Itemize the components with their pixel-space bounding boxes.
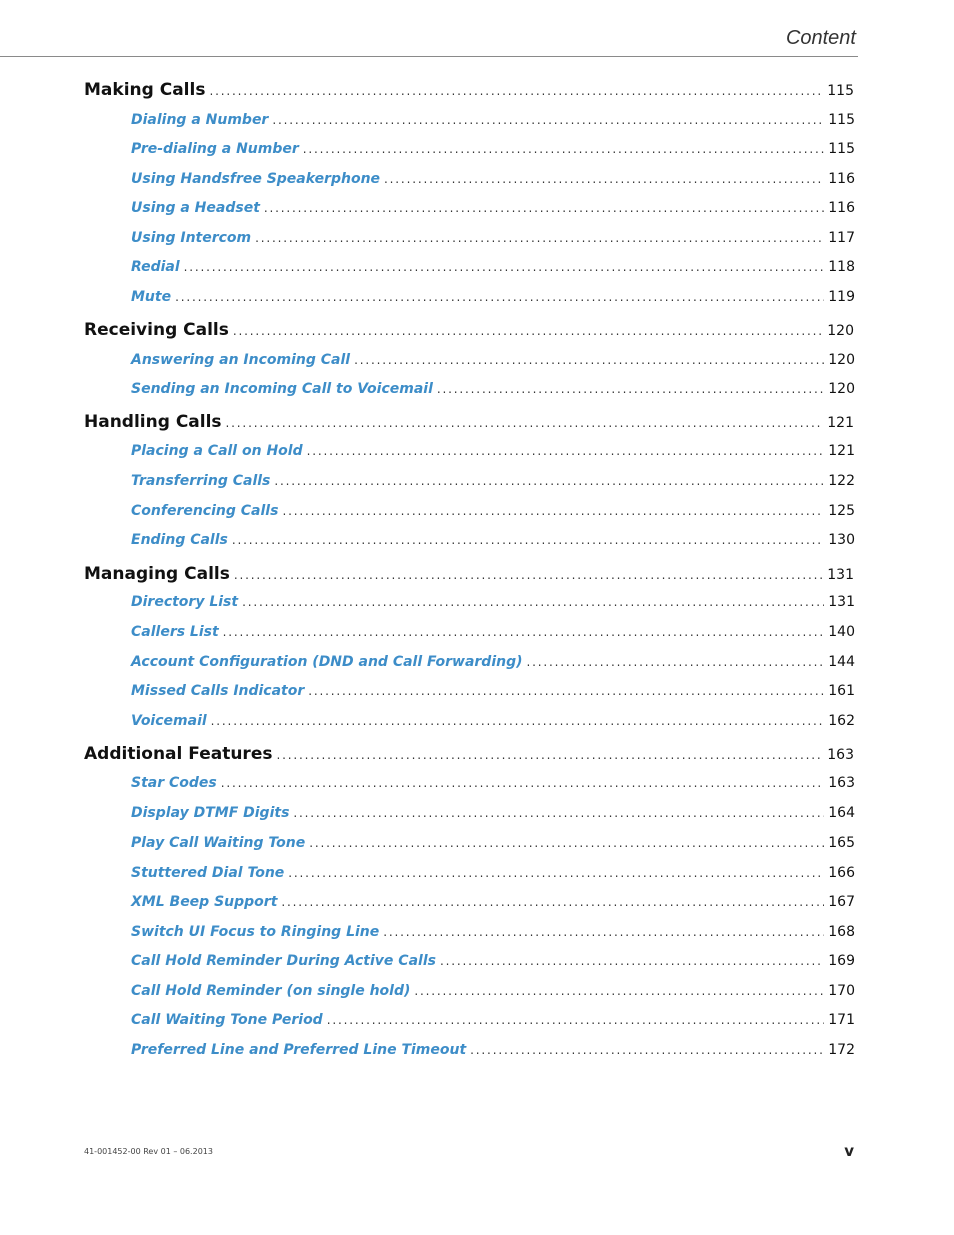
toc-entry-title: Handling Calls [84,412,222,432]
toc-entry-page: 131 [828,594,855,610]
toc-dot-leader [384,172,824,186]
toc-dot-leader [354,353,824,367]
toc-entry-title: Transferring Calls [131,473,271,489]
toc-entry-title: Using Intercom [131,230,252,246]
toc-entry-title: Using a Headset [131,200,260,216]
toc-subsection-entry[interactable] [131,171,855,187]
toc-entry-title: Mute [131,289,172,305]
toc-subsection-entry[interactable] [131,594,855,610]
toc-dot-leader [226,416,824,430]
toc-subsection-entry[interactable] [131,835,855,851]
toc-entry-title: Redial [131,259,180,275]
toc-entry-page: 166 [828,865,855,881]
toc-section-entry[interactable] [84,744,854,764]
toc-subsection-entry[interactable] [131,953,855,969]
toc-subsection-entry[interactable] [131,865,855,881]
toc-subsection-entry[interactable] [131,141,855,157]
toc-entry-page: 125 [828,503,855,519]
toc-entry-title: Voicemail [131,713,207,729]
toc-dot-leader [232,533,824,547]
toc-dot-leader [264,201,824,215]
toc-entry-page: 168 [828,924,855,940]
toc-dot-leader [211,714,825,728]
toc-entry-title: Additional Features [84,744,273,764]
toc-entry-title: Directory List [131,594,239,610]
toc-subsection-entry[interactable] [131,289,855,305]
toc-subsection-entry[interactable] [131,805,855,821]
toc-dot-leader [470,1043,824,1057]
toc-subsection-entry[interactable] [131,924,855,940]
toc-dot-leader [281,895,824,909]
toc-dot-leader [209,84,823,98]
toc-entry-title: Call Hold Reminder During Active Calls [131,953,436,969]
toc-entry-title: Call Waiting Tone Period [131,1012,323,1028]
toc-subsection-entry[interactable] [131,624,855,640]
toc-entry-title: Sending an Incoming Call to Voicemail [131,381,433,397]
toc-entry-page: 115 [827,83,854,99]
toc-dot-leader [288,866,824,880]
toc-dot-leader [293,806,824,820]
toc-entry-title: Play Call Waiting Tone [131,835,306,851]
toc-entry-title: Managing Calls [84,564,230,584]
toc-section-entry[interactable] [84,80,854,100]
toc-entry-title: Preferred Line and Preferred Line Timeout [131,1042,467,1058]
toc-subsection-entry[interactable] [131,381,855,397]
toc-entry-page: 172 [828,1042,855,1058]
toc-subsection-entry[interactable] [131,443,855,459]
toc-subsection-entry[interactable] [131,230,855,246]
toc-dot-leader [309,836,824,850]
toc-section-entry[interactable] [84,412,854,432]
toc-entry-page: 122 [828,473,855,489]
toc-subsection-entry[interactable] [131,775,855,791]
toc-dot-leader [233,324,823,338]
toc-dot-leader [255,231,824,245]
toc-dot-leader [383,925,824,939]
toc-subsection-entry[interactable] [131,503,855,519]
toc-entry-page: 171 [828,1012,855,1028]
toc-entry-title: Using Handsfree Speakerphone [131,171,381,187]
toc-subsection-entry[interactable] [131,983,855,999]
toc-dot-leader [274,474,824,488]
toc-entry-page: 163 [827,747,854,763]
toc-subsection-entry[interactable] [131,683,855,699]
toc-dot-leader [282,504,824,518]
header-rule [0,56,858,57]
toc-entry-page: 162 [828,713,855,729]
toc-entry-title: Answering an Incoming Call [131,352,351,368]
toc-entry-page: 120 [827,323,854,339]
toc-entry-title: Pre-dialing a Number [131,141,299,157]
toc-subsection-entry[interactable] [131,894,855,910]
toc-entry-page: 170 [828,983,855,999]
toc-entry-page: 121 [827,415,854,431]
toc-entry-page: 116 [828,200,855,216]
toc-dot-leader [234,568,823,582]
toc-entry-page: 121 [828,443,855,459]
toc-entry-title: Star Codes [131,775,217,791]
toc-dot-leader [221,776,825,790]
toc-dot-leader [437,382,824,396]
footer-doc-id: 41-001452-00 Rev 01 – 06.2013 [84,1147,213,1156]
toc-subsection-entry[interactable] [131,112,855,128]
toc-entry-page: 117 [828,230,855,246]
toc-subsection-entry[interactable] [131,473,855,489]
toc-entry-page: 115 [828,141,855,157]
toc-entry-page: 119 [828,289,855,305]
toc-entry-title: Callers List [131,624,219,640]
toc-entry-page: 167 [828,894,855,910]
toc-subsection-entry[interactable] [131,352,855,368]
toc-entry-page: 164 [828,805,855,821]
toc-entry-page: 115 [828,112,855,128]
toc-entry-title: Receiving Calls [84,320,229,340]
toc-entry-page: 118 [828,259,855,275]
toc-subsection-entry[interactable] [131,1042,855,1058]
toc-dot-leader [272,113,824,127]
toc-entry-page: 163 [828,775,855,791]
toc-dot-leader [440,954,824,968]
toc-entry-page: 165 [828,835,855,851]
toc-entry-title: Missed Calls Indicator [131,683,305,699]
toc-entry-title: Switch UI Focus to Ringing Line [131,924,380,940]
toc-dot-leader [527,655,825,669]
toc-dot-leader [307,444,825,458]
toc-entry-page: 144 [828,654,855,670]
toc-entry-title: Placing a Call on Hold [131,443,303,459]
toc-dot-leader [276,748,823,762]
header-title: Content [785,27,856,49]
toc-entry-title: Stuttered Dial Tone [131,865,285,881]
toc-dot-leader [223,625,825,639]
toc-entry-title: XML Beep Support [131,894,278,910]
toc-entry-title: Call Hold Reminder (on single hold) [131,983,411,999]
toc-entry-page: 169 [828,953,855,969]
toc-dot-leader [414,984,824,998]
toc-entry-page: 120 [828,352,855,368]
toc-entry-page: 161 [828,683,855,699]
toc-entry-title: Ending Calls [131,532,228,548]
toc-entry-page: 116 [828,171,855,187]
toc-subsection-entry[interactable] [131,532,855,548]
toc-subsection-entry[interactable] [131,713,855,729]
toc-dot-leader [308,684,824,698]
toc-dot-leader [242,595,824,609]
toc-entry-page: 131 [827,567,854,583]
toc-dot-leader [184,260,825,274]
footer-page-number: v [844,1142,854,1160]
toc-entry-title: Display DTMF Digits [131,805,290,821]
toc-subsection-entry[interactable] [131,200,855,216]
toc-entry-title: Conferencing Calls [131,503,279,519]
toc-section-entry[interactable] [84,564,854,584]
toc-dot-leader [327,1013,825,1027]
toc-subsection-entry[interactable] [131,1012,855,1028]
toc-entry-page: 120 [828,381,855,397]
toc-subsection-entry[interactable] [131,654,855,670]
toc-dot-leader [175,290,824,304]
toc-entry-page: 130 [828,532,855,548]
toc-entry-title: Making Calls [84,80,206,100]
toc-entry-page: 140 [828,624,855,640]
toc-section-entry[interactable] [84,320,854,340]
toc-entry-title: Account Configuration (DND and Call Forwarding) [131,654,523,670]
toc-dot-leader [303,142,824,156]
toc-subsection-entry[interactable] [131,259,855,275]
toc-entry-title: Dialing a Number [131,112,269,128]
